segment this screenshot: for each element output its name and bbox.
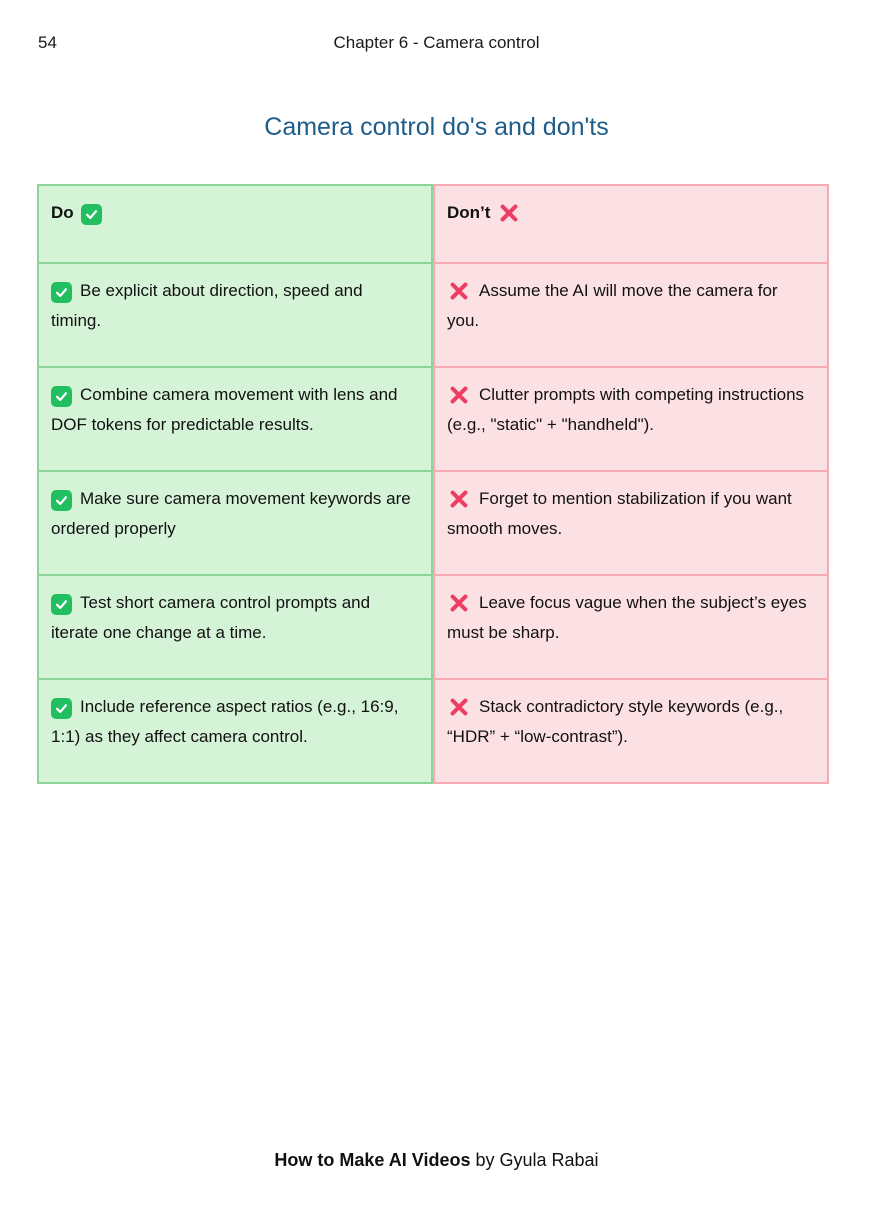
book-title: How to Make AI Videos xyxy=(274,1150,471,1170)
do-text: Make sure camera movement keywords are ordered properly xyxy=(51,489,411,538)
dont-header-label: Don’t xyxy=(447,203,491,222)
dos-and-donts-table xyxy=(37,184,836,784)
do-cell xyxy=(38,263,432,367)
do-header-cell xyxy=(38,185,432,263)
dont-text: Clutter prompts with competing instructions (e.g., "static" + "handheld"). xyxy=(447,385,805,434)
do-text: Include reference aspect ratios (e.g., 16:9, 1:1) as they affect camera control. xyxy=(51,697,399,746)
dont-cell xyxy=(434,679,828,783)
cross-icon xyxy=(497,201,521,225)
check-icon xyxy=(51,282,72,303)
check-icon xyxy=(51,698,72,719)
dont-cell xyxy=(434,263,828,367)
table-header-row xyxy=(434,185,828,263)
do-header-label: Do xyxy=(51,203,74,222)
do-cell xyxy=(38,471,432,575)
check-icon xyxy=(81,204,102,225)
table-row xyxy=(38,263,432,367)
dont-text: Forget to mention stabilization if you want smooth moves. xyxy=(447,489,792,538)
check-icon xyxy=(51,490,72,511)
table-row xyxy=(38,679,432,783)
page-footer xyxy=(0,1150,873,1171)
byline: by Gyula Rabai xyxy=(475,1150,599,1170)
table-row xyxy=(434,471,828,575)
dont-text: Leave focus vague when the subject’s eyes must be sharp. xyxy=(447,593,807,642)
page-title: Camera control do's and don'ts xyxy=(264,113,609,141)
table-row xyxy=(38,367,432,471)
do-column-table xyxy=(37,184,433,784)
do-cell xyxy=(38,679,432,783)
cross-icon xyxy=(447,591,471,615)
table-header-row xyxy=(38,185,432,263)
cross-icon xyxy=(447,487,471,511)
check-icon xyxy=(51,594,72,615)
table-row xyxy=(38,471,432,575)
table-row xyxy=(434,367,828,471)
do-text: Test short camera control prompts and iterate one change at a time. xyxy=(51,593,371,642)
dont-column-table xyxy=(433,184,829,784)
dont-cell xyxy=(434,367,828,471)
table-row xyxy=(434,679,828,783)
table-row xyxy=(38,575,432,679)
cross-icon xyxy=(447,383,471,407)
cross-icon xyxy=(447,279,471,303)
table-row xyxy=(434,575,828,679)
dont-text: Assume the AI will move the camera for you. xyxy=(447,281,778,330)
dont-cell xyxy=(434,471,828,575)
dont-cell xyxy=(434,575,828,679)
page-number: 54 xyxy=(38,33,57,52)
check-icon xyxy=(51,386,72,407)
do-cell xyxy=(38,575,432,679)
chapter-header: Chapter 6 - Camera control xyxy=(333,33,540,52)
do-text: Be explicit about direction, speed and timing. xyxy=(51,281,363,330)
table-row xyxy=(434,263,828,367)
do-cell xyxy=(38,367,432,471)
dont-header-cell xyxy=(434,185,828,263)
cross-icon xyxy=(447,695,471,719)
do-text: Combine camera movement with lens and DOF tokens for predictable results. xyxy=(51,385,398,434)
dont-text: Stack contradictory style keywords (e.g., “HDR” + “low-contrast”). xyxy=(447,697,784,746)
page-header xyxy=(0,0,873,57)
